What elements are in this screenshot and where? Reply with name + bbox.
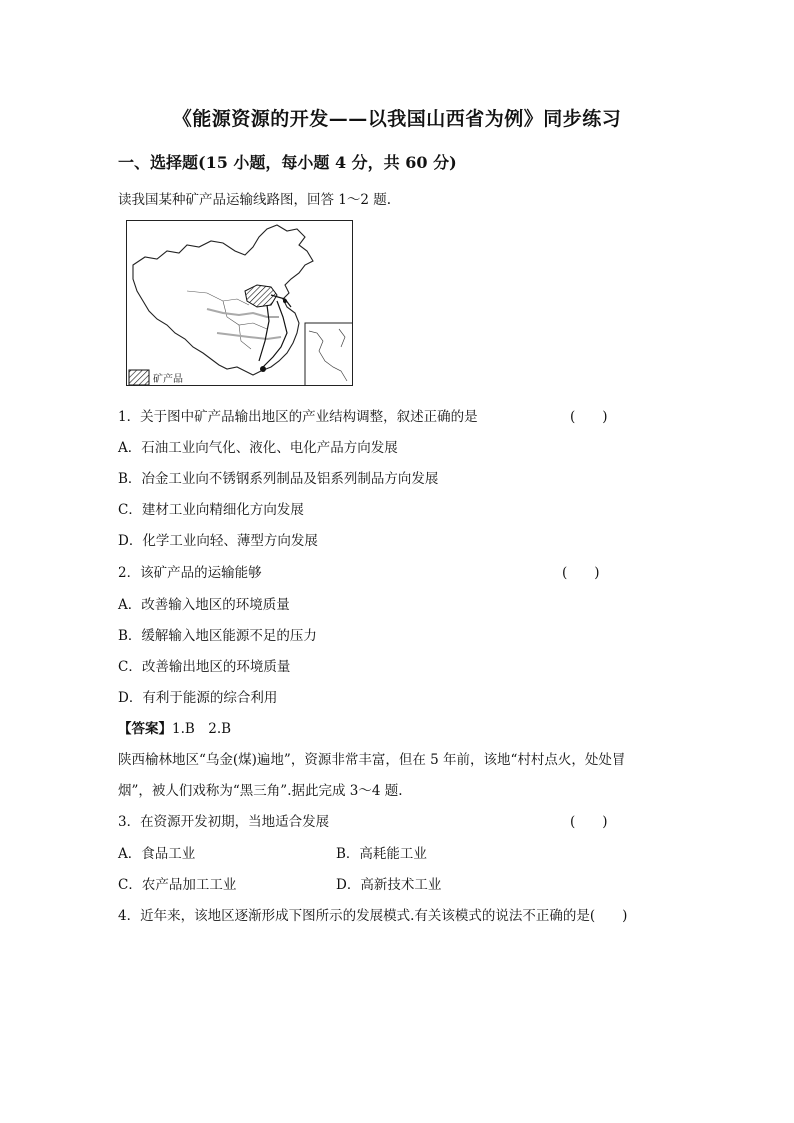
question-2-option-b: B．缓解输入地区能源不足的压力 — [118, 628, 317, 644]
question-3-answer-blank: ( ) — [570, 814, 608, 830]
section-heading: 一、选择题(15 小题，每小题 4 分，共 60 分) — [118, 153, 457, 172]
question-2-option-d: D．有利于能源的综合利用 — [118, 690, 278, 706]
china-map-figure — [126, 220, 353, 386]
answer-tag: 【答案】 — [118, 721, 172, 737]
question-1-answer-blank: ( ) — [570, 409, 608, 425]
mineral-region — [245, 285, 277, 307]
question-3-text: 3．在资源开发初期，当地适合发展 — [118, 814, 330, 830]
south-china-sea-inset — [305, 323, 353, 386]
china-map-svg — [127, 221, 353, 386]
question-3-option-a: A．食品工业 — [118, 846, 196, 862]
question-2-answer-blank: ( ) — [562, 565, 600, 581]
intro-text-1: 读我国某种矿产品运输线路图，回答 1～2 题. — [118, 192, 392, 208]
answer-line — [118, 717, 231, 737]
intro-text-2-line-2: 烟”，被人们戏称为“黑三角”.据此完成 3～4 题. — [118, 783, 403, 799]
question-1-option-d: D．化学工业向轻、薄型方向发展 — [118, 533, 318, 549]
document-title: 《能源资源的开发——以我国山西省为例》同步练习 — [172, 108, 622, 130]
question-1-option-a: A．石油工业向气化、液化、电化产品方向发展 — [118, 440, 398, 456]
question-1-option-c: C．建材工业向精细化方向发展 — [118, 502, 304, 518]
legend-hatch-swatch — [129, 370, 149, 385]
question-2-text: 2．该矿产品的运输能够 — [118, 565, 262, 581]
legend-label: 矿产品 — [153, 374, 183, 385]
question-1-text: 1．关于图中矿产品输出地区的产业结构调整，叙述正确的是 — [118, 409, 478, 425]
question-2-option-c: C．改善输出地区的环境质量 — [118, 659, 291, 675]
question-3-option-c: C．农产品加工工业 — [118, 877, 237, 893]
intro-text-2-line-1: 陕西榆林地区“乌金(煤)遍地”，资源非常丰富，但在 5 年前，该地“村村点火，处处冒 — [118, 752, 626, 768]
question-3-option-b: B．高耗能工业 — [336, 846, 427, 862]
question-3-option-d: D．高新技术工业 — [336, 877, 442, 893]
question-2-option-a: A．改善输入地区的环境质量 — [118, 597, 290, 613]
question-4-text: 4．近年来，该地区逐渐形成下图所示的发展模式.有关该模式的说法不正确的是( ) — [118, 908, 628, 924]
question-1-option-b: B．冶金工业向不锈钢系列制品及铝系列制品方向发展 — [118, 471, 439, 487]
answer-text: 1.B 2.B — [172, 721, 232, 737]
